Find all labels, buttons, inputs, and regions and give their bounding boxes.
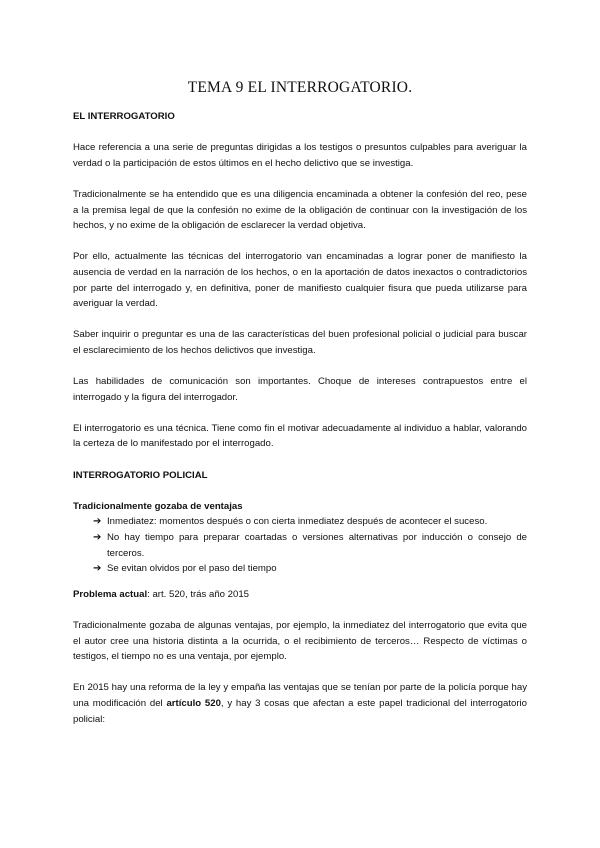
arrow-bullet-icon: ➔	[93, 532, 102, 544]
list-item-text: Se evitan olvidos por el paso del tiempo	[107, 563, 277, 575]
section-heading-interrogatorio: EL INTERROGATORIO	[73, 111, 175, 122]
paragraph-8-bold: artículo 520	[166, 697, 221, 709]
paragraph-8-end: , y hay 3 cosas que afectan a este papel tradicional del interrogatorio policial:	[73, 697, 527, 725]
problema-actual-text: : art. 520, trás año 2015	[147, 588, 249, 600]
problema-actual-line	[73, 587, 527, 603]
list-item-text: No hay tiempo para preparar coartadas o versiones alternativas por inducción o consejo de terceros.	[107, 532, 527, 559]
paragraph-3: Por ello, actualmente las técnicas del interrogatorio van encaminadas a lograr poner de manifiesto la ausencia de verdad en la narración de los hechos, o en la aportación de datos inexactos o contradictorios por parte del interrogado y, en definitiva, poner de manifiesto cualquier fisura que pueda utilizarse para averiguar la verdad.	[73, 251, 527, 310]
subheading-ventajas: Tradicionalmente gozaba de ventajas	[73, 500, 243, 512]
paragraph-2: Tradicionalmente se ha entendido que es una diligencia encaminada a obtener la confesión del reo, pese a la premisa legal de que la confesión no exime de la obligación de continuar con la investigación de los hechos, y no exime de la obligación de esclarecer la verdad objetiva.	[73, 188, 527, 232]
document-title: TEMA 9 EL INTERROGATORIO.	[187, 79, 413, 96]
list-item	[93, 561, 527, 577]
arrow-bullet-icon: ➔	[93, 516, 102, 528]
paragraph-8-start: En 2015 hay una reforma de la ley y empaña las ventajas que se tenían por parte de la policía porque hay una modificación del	[73, 682, 527, 709]
paragraph-6: El interrogatorio es una técnica. Tiene como fin el motivar adecuadamente al individuo a hablar, valorando la certeza de lo manifestado por el interrogado.	[73, 422, 527, 450]
paragraph-4: Saber inquirir o preguntar es una de las características del buen profesional policial o judicial para buscar el esclarecimiento de los hechos delictivos que investiga.	[73, 329, 527, 356]
list-item-text: Inmediatez: momentos después o con cierta inmediatez después de acontecer el suceso.	[107, 516, 488, 528]
list-item	[93, 530, 527, 561]
document-body	[73, 109, 527, 727]
paragraph-1: Hace referencia a una serie de preguntas dirigidas a los testigos o presuntos culpables para averiguar la verdad o la participación de estos últimos en el hecho delictivo que se investiga.	[73, 142, 527, 169]
paragraph-5: Las habilidades de comunicación son importantes. Choque de intereses contrapuestos entre el interrogado y la figura del interrogador.	[73, 376, 527, 403]
paragraph-8	[73, 680, 527, 727]
problema-actual-label: Problema actual	[73, 588, 148, 600]
ventajas-list	[73, 514, 527, 576]
paragraph-7: Tradicionalmente gozaba de algunas ventajas, por ejemplo, la inmediatez del interrogatorio que evita que el autor cree una historia distinta a la ocurrida, o el recibimiento de terceros… Respecto de víctimas o testigos, el tiempo no es una ventaja, por ejemplo.	[73, 620, 527, 663]
list-item	[93, 514, 527, 530]
section-heading-interrogatorio-policial: INTERROGATORIO POLICIAL	[73, 469, 208, 481]
arrow-bullet-icon: ➔	[93, 563, 102, 575]
